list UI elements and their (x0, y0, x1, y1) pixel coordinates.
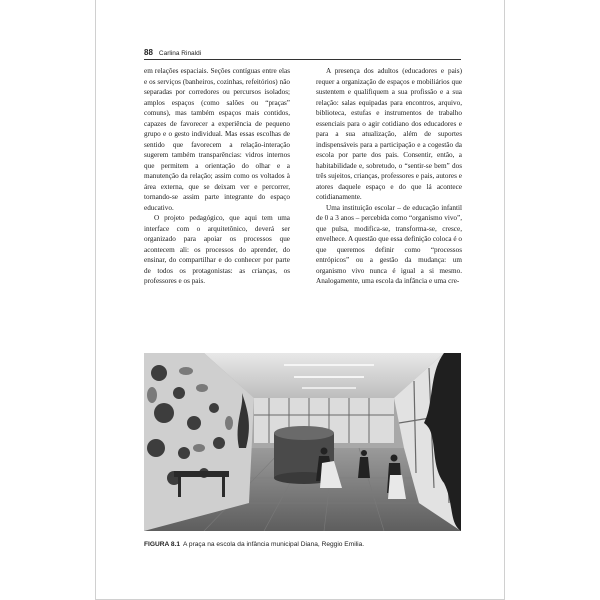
book-page (95, 0, 505, 600)
figure-label: FIGURA 8.1 (144, 541, 181, 548)
right-column (316, 66, 462, 287)
paragraph: em relações espaciais. Seções contíguas entre elas e os serviços (banheiros, cozinhas, refeitórios) não separadas por corredores ou percursos isolados; amplos espaços (como salões ou “praças” comuns), mas também espaços mais contidos, capazes de favorecer a experiência de pequeno grupo e o gesto individual. Mas essas escolhas de sentido que favorecem a relação-interação sugerem também transparências: vidros internos que permitem a orientação do olhar e a manutenção da relação; assim como os voltados à área externa, que se deixam ver e percorrer, tornando-se assim parte integrante do espaço educativo. (144, 67, 290, 212)
running-head (144, 48, 201, 57)
figure-caption (144, 541, 364, 548)
figure-caption-text: A praça na escola da infância municipal Diana, Reggio Emilia. (183, 541, 365, 548)
page-number: 88 (144, 48, 153, 57)
author-name: Carlina Rinaldi (158, 50, 202, 57)
header-rule (144, 59, 461, 60)
paragraph: Uma instituição escolar – de educação infantil de 0 a 3 anos – percebida como “organismo vivo”, que pulsa, modifica-se, transforma-se, cresce, envelhece. A questão que essa definição coloca é o que queremos definir como “processos entrópicos” ou a gestão da mudança: um organismo vivo nunca é igual a si mesmo. Analogamente, uma escola da infância e uma cre- (316, 203, 462, 285)
left-column (144, 66, 290, 287)
paragraph: A presença dos adultos (educadores e pais) requer a organização de espaços e mobiliários que sustentem e qualifiquem a sua profissão e a sua relação: salas equipadas para encontros, arquivo, biblioteca, estufas e instrumentos de trabalho essenciais para o agir cotidiano dos educadores e para a sua atualização, além de suportes indispensáveis para a participação e a cogestão da escola por parte dos pais. Consentir, então, a habitabilidade e, sobretudo, o “sentir-se bem” dos três sujeitos, crianças, professores e pais, autores e atores daquele espaço e do que lá acontece cotidianamente. (316, 67, 462, 201)
paragraph: O projeto pedagógico, que aqui tem uma interface com o arquitetônico, deverá ser organizado para apoiar os processos que acontecem ali: os processos do aprender, do ensinar, do compartilhar e do conhecer por parte de todos os protagonistas: as crianças, os professores e os pais. (144, 214, 290, 285)
figure-photo (144, 353, 461, 531)
